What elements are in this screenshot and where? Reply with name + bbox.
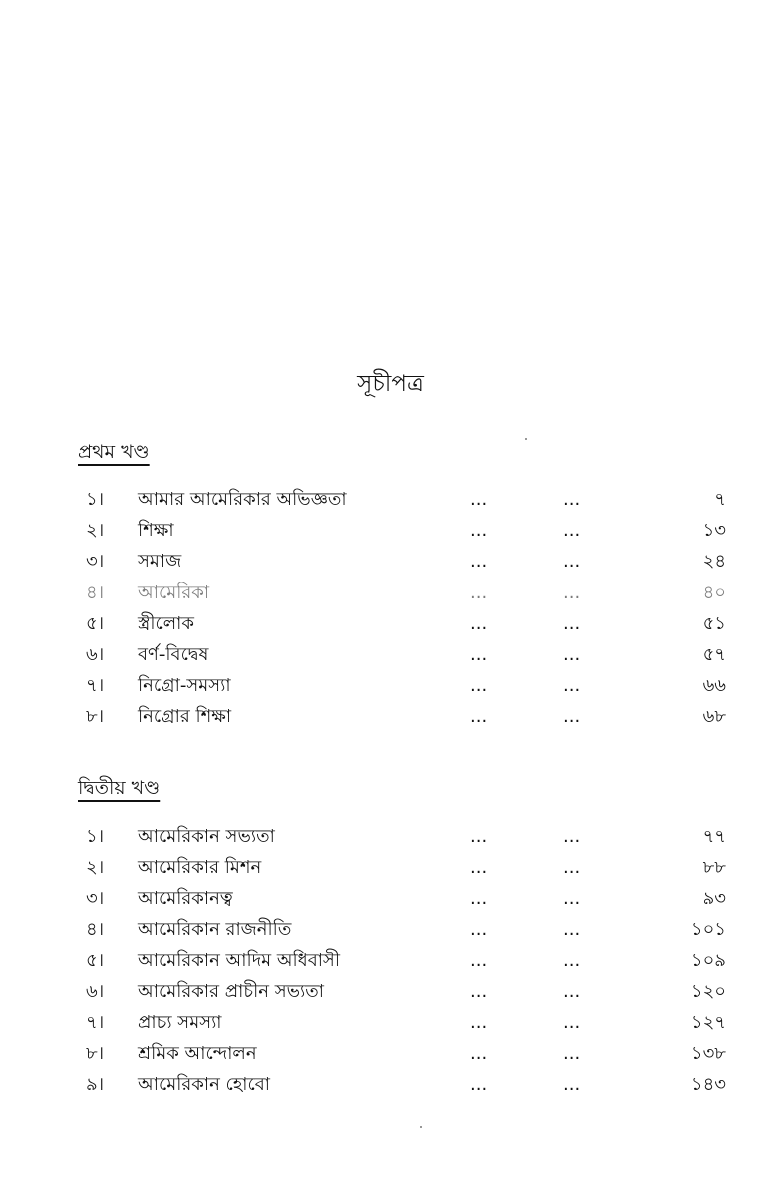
section-heading-part-one: প্রথম খণ্ড — [78, 441, 150, 463]
toc-list-part-one — [0, 484, 781, 732]
toc-leader-dots: ... — [470, 551, 488, 572]
toc-entry-page: ১০১ — [690, 919, 726, 940]
toc-leader-dots: ... — [563, 613, 581, 634]
toc-entry-title: আমেরিকার মিশন — [138, 857, 262, 878]
toc-leader-dots: ... — [470, 675, 488, 696]
toc-leader-dots: ... — [563, 520, 581, 541]
toc-leader-dots: ... — [470, 888, 488, 909]
toc-entry-page: ৭৭ — [702, 826, 726, 847]
toc-entry-page: ১৩ — [702, 520, 726, 541]
toc-entry — [0, 670, 781, 701]
toc-entry-title: প্রাচ্য সমস্যা — [138, 1012, 222, 1033]
toc-leader-dots: ... — [563, 981, 581, 1002]
toc-entry-title: সমাজ — [138, 551, 182, 572]
toc-entry — [0, 515, 781, 546]
toc-entry — [0, 1069, 781, 1100]
toc-entry — [0, 484, 781, 515]
toc-entry-page: ৭ — [714, 489, 726, 510]
toc-entry-number: ৪। — [86, 919, 105, 940]
toc-entry-title: আমেরিকানত্ব — [138, 888, 233, 909]
toc-entry-page: ১০৯ — [690, 950, 726, 971]
toc-leader-dots: ... — [563, 1074, 581, 1095]
toc-entry — [0, 852, 781, 883]
toc-entry — [0, 914, 781, 945]
toc-leader-dots: ... — [563, 706, 581, 727]
toc-entry-number: ৮। — [86, 1043, 105, 1064]
toc-entry-title: আমেরিকান রাজনীতি — [138, 919, 292, 940]
toc-entry-page: ৫১ — [702, 613, 726, 634]
toc-entry-title: বর্ণ-বিদ্বেষ — [138, 644, 209, 665]
toc-entry-page: ৮৮ — [702, 857, 726, 878]
toc-leader-dots: ... — [563, 489, 581, 510]
scan-speck — [420, 1126, 422, 1128]
toc-entry-title: আমার আমেরিকার অভিজ্ঞতা — [138, 489, 347, 510]
toc-entry — [0, 945, 781, 976]
toc-leader-dots: ... — [563, 644, 581, 665]
toc-entry-number: ১। — [86, 826, 105, 847]
toc-entry-title: শিক্ষা — [138, 520, 174, 541]
toc-leader-dots: ... — [470, 613, 488, 634]
toc-entry-number: ৩। — [86, 551, 105, 572]
toc-leader-dots: ... — [470, 950, 488, 971]
toc-entry-title: নিগ্রো-সমস্যা — [138, 675, 231, 696]
toc-entry-page: ১২৭ — [690, 1012, 726, 1033]
section-heading-part-two: দ্বিতীয় খণ্ড — [78, 777, 161, 799]
toc-leader-dots: ... — [470, 582, 488, 603]
toc-entry-number: ৬। — [86, 644, 105, 665]
toc-entry-number: ১। — [86, 489, 105, 510]
toc-leader-dots: ... — [563, 826, 581, 847]
toc-leader-dots: ... — [470, 644, 488, 665]
toc-leader-dots: ... — [563, 582, 581, 603]
toc-entry — [0, 1038, 781, 1069]
toc-entry — [0, 546, 781, 577]
toc-entry — [0, 577, 781, 608]
toc-entry — [0, 639, 781, 670]
toc-entry-title: আমেরিকান সভ্যতা — [138, 826, 275, 847]
toc-entry-number: ৫। — [86, 950, 105, 971]
toc-leader-dots: ... — [470, 826, 488, 847]
toc-entry-page: ১২০ — [690, 981, 726, 1002]
toc-leader-dots: ... — [563, 1043, 581, 1064]
toc-entry-page: ১৩৮ — [690, 1043, 726, 1064]
toc-leader-dots: ... — [470, 981, 488, 1002]
toc-entry-number: ৫। — [86, 613, 105, 634]
toc-entry-number: ৭। — [86, 1012, 105, 1033]
toc-entry-number: ৭। — [86, 675, 105, 696]
toc-entry-title: স্ত্রীলোক — [138, 613, 194, 634]
toc-entry — [0, 976, 781, 1007]
toc-leader-dots: ... — [563, 857, 581, 878]
toc-leader-dots: ... — [470, 919, 488, 940]
toc-leader-dots: ... — [563, 551, 581, 572]
toc-entry-number: ২। — [86, 520, 105, 541]
toc-entry-title: আমেরিকার প্রাচীন সভ্যতা — [138, 981, 324, 1002]
toc-leader-dots: ... — [563, 675, 581, 696]
toc-entry-title: আমেরিকা — [138, 582, 210, 603]
toc-entry-page: ৪০ — [702, 582, 726, 603]
toc-entry-page: ২৪ — [702, 551, 726, 572]
toc-list-part-two — [0, 821, 781, 1100]
toc-leader-dots: ... — [470, 1043, 488, 1064]
toc-leader-dots: ... — [470, 489, 488, 510]
toc-entry-page: ৬৮ — [702, 706, 726, 727]
toc-entry-page: ৬৬ — [702, 675, 726, 696]
toc-entry-number: ২। — [86, 857, 105, 878]
toc-entry-number: ৩। — [86, 888, 105, 909]
toc-entry-title: আমেরিকান আদিম অধিবাসী — [138, 950, 340, 971]
toc-entry-page: ১৪৩ — [690, 1074, 726, 1095]
toc-entry-page: ৫৭ — [702, 644, 726, 665]
toc-leader-dots: ... — [563, 1012, 581, 1033]
scan-speck — [525, 438, 527, 440]
toc-leader-dots: ... — [563, 888, 581, 909]
toc-entry-title: নিগ্রোর শিক্ষা — [138, 706, 232, 727]
toc-leader-dots: ... — [470, 1012, 488, 1033]
toc-entry-number: ৬। — [86, 981, 105, 1002]
toc-entry — [0, 701, 781, 732]
toc-leader-dots: ... — [470, 857, 488, 878]
toc-leader-dots: ... — [563, 919, 581, 940]
toc-entry-number: ৯। — [86, 1074, 105, 1095]
toc-entry-number: ৮। — [86, 706, 105, 727]
toc-entry-page: ৯৩ — [702, 888, 726, 909]
toc-leader-dots: ... — [470, 706, 488, 727]
toc-entry — [0, 883, 781, 914]
toc-entry-title: আমেরিকান হোবো — [138, 1074, 271, 1095]
toc-entry — [0, 1007, 781, 1038]
toc-entry — [0, 821, 781, 852]
toc-entry — [0, 608, 781, 639]
page-title: সূচীপত্র — [357, 371, 424, 397]
toc-entry-title: শ্রমিক আন্দোলন — [138, 1043, 257, 1064]
toc-leader-dots: ... — [470, 1074, 488, 1095]
toc-leader-dots: ... — [470, 520, 488, 541]
toc-entry-number: ৪। — [86, 582, 105, 603]
toc-leader-dots: ... — [563, 950, 581, 971]
